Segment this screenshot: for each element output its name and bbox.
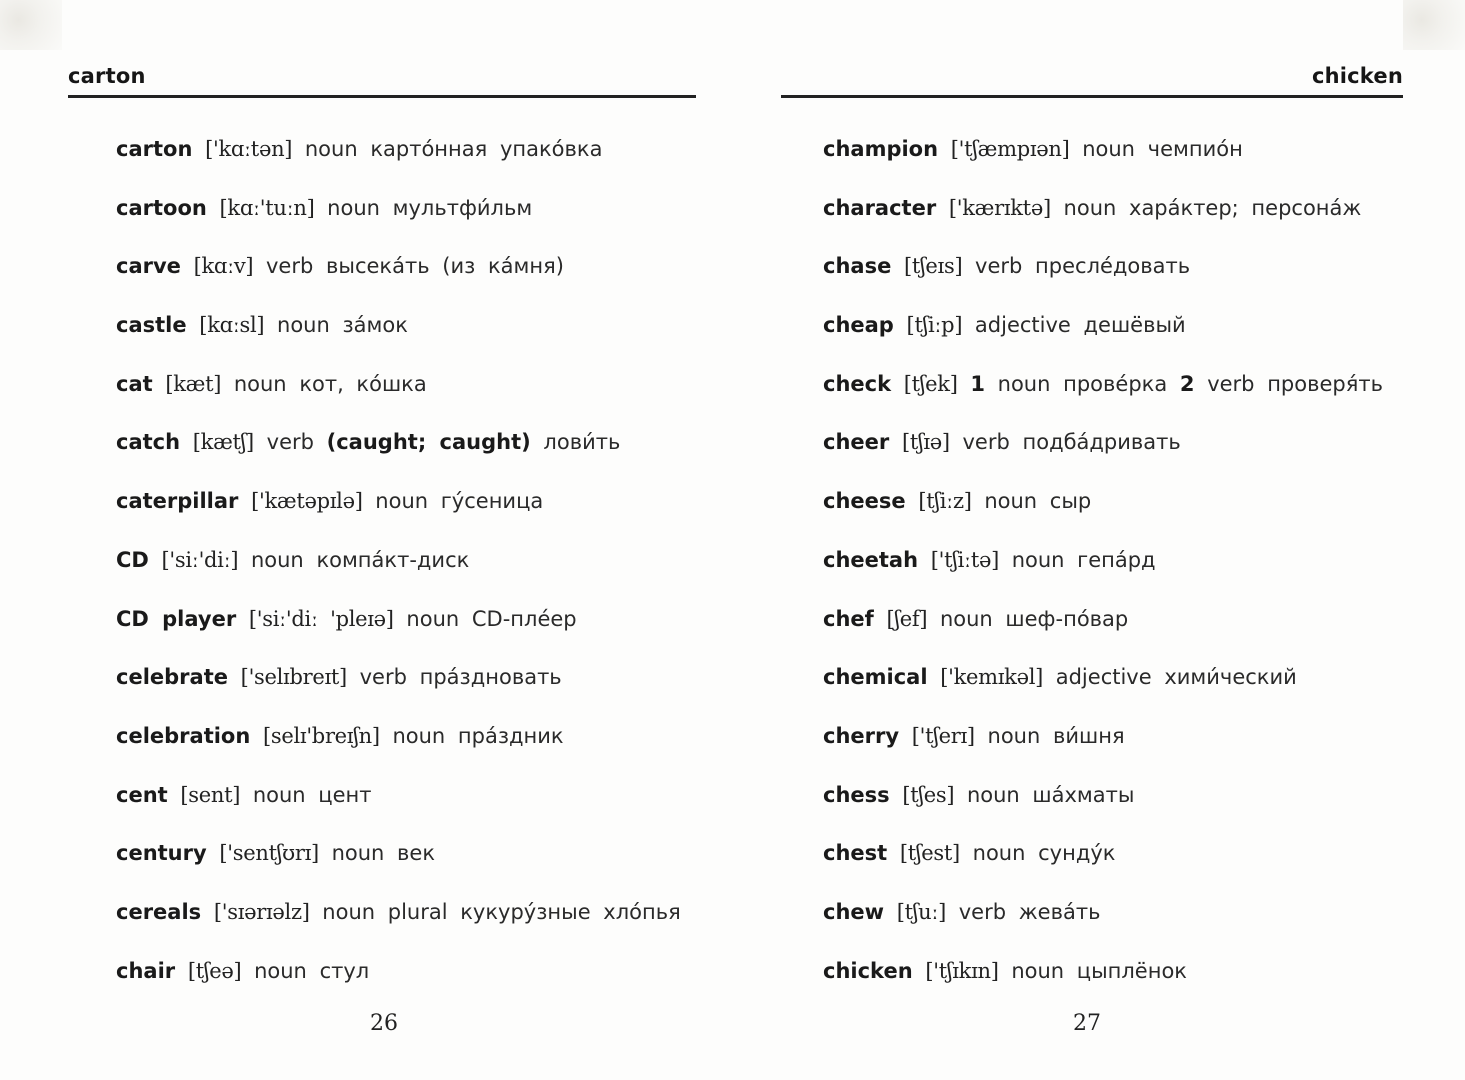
part-of-speech: verb	[958, 899, 1007, 924]
dictionary-entry	[116, 248, 696, 307]
dictionary-entry	[823, 483, 1403, 542]
transcription: [kætʃ]	[192, 430, 254, 455]
headword: cartoon	[116, 195, 207, 220]
dictionary-entry	[823, 190, 1403, 249]
headword: cheap	[823, 313, 894, 338]
header-rule	[68, 95, 696, 98]
headword: century	[116, 841, 207, 866]
definition: сунду́к	[1038, 841, 1116, 866]
part-of-speech: noun	[966, 782, 1020, 807]
part-of-speech: verb	[266, 430, 314, 455]
dictionary-entry	[116, 894, 696, 953]
sense-number: 2	[1179, 371, 1195, 396]
headword: carve	[116, 254, 181, 279]
dictionary-entry	[116, 953, 696, 1012]
definition: стул	[319, 958, 370, 983]
dictionary-entry	[116, 424, 696, 483]
headword: chess	[823, 782, 890, 807]
definition: жева́ть	[1018, 899, 1101, 924]
definition: ша́хматы	[1032, 782, 1135, 807]
definition: CD-плéер	[471, 606, 577, 631]
headword: chicken	[823, 958, 913, 983]
definition: пра́здник	[457, 723, 564, 748]
transcription: ['siː'diː 'pleɪə]	[248, 606, 394, 631]
definition: кукуру́зные хло́пья	[460, 899, 681, 924]
transcription: [tʃiːz]	[918, 489, 972, 514]
definition: лови́ть	[543, 430, 621, 455]
definition: ви́шня	[1052, 723, 1125, 748]
definition: компа́кт-диск	[316, 547, 470, 572]
transcription: ['sɪərɪəlz]	[213, 899, 310, 924]
transcription: [selɪ'breɪʃn]	[263, 723, 380, 748]
transcription: [ʃef]	[886, 606, 928, 631]
dictionary-entry	[823, 131, 1403, 190]
part-of-speech: noun	[1011, 958, 1065, 983]
page-number: 26	[370, 1011, 398, 1036]
headword: celebrate	[116, 665, 228, 690]
transcription: ['tʃɪkɪn]	[925, 958, 999, 983]
page-number: 27	[1073, 1011, 1101, 1036]
headword: cat	[116, 371, 153, 396]
transcription: [tʃeɪs]	[904, 254, 963, 279]
part-of-speech: adjective	[974, 313, 1071, 338]
dictionary-entry	[823, 307, 1403, 366]
part-of-speech: noun	[987, 723, 1041, 748]
definition: век	[397, 841, 436, 866]
definition: чемпио́н	[1147, 137, 1243, 161]
part-of-speech: verb	[975, 254, 1023, 279]
transcription: [kɑːsl]	[199, 313, 265, 338]
headword: chest	[823, 841, 888, 866]
transcription: ['tʃæmpɪən]	[950, 137, 1070, 161]
headword: chef	[823, 606, 874, 631]
irregular-forms: (caught; caught)	[326, 430, 531, 455]
definition: подба́дривать	[1022, 430, 1181, 455]
transcription: [tʃes]	[902, 782, 955, 807]
part-of-speech: noun	[972, 841, 1026, 866]
dictionary-entry	[823, 366, 1403, 425]
transcription: [kɑː'tuːn]	[219, 195, 315, 220]
dictionary-entry	[116, 307, 696, 366]
part-of-speech: noun	[331, 841, 385, 866]
definition: пресле́довать	[1035, 254, 1191, 279]
header-rule	[781, 95, 1403, 98]
definition: гу́сеница	[440, 489, 544, 514]
part-of-speech: noun	[1011, 547, 1065, 572]
page-corner-shadow	[1403, 0, 1465, 50]
part-of-speech: verb	[962, 430, 1010, 455]
transcription: [tʃiːp]	[906, 313, 963, 338]
part-of-speech: noun	[1082, 137, 1135, 161]
headword: chemical	[823, 665, 928, 690]
definition: кот, ко́шка	[299, 371, 427, 396]
dictionary-entry	[116, 718, 696, 777]
headword: chase	[823, 254, 892, 279]
dictionary-entry	[823, 601, 1403, 660]
headword: cheetah	[823, 547, 919, 572]
part-of-speech: noun	[375, 489, 429, 514]
transcription: [tʃest]	[899, 841, 960, 866]
part-of-speech: noun	[327, 195, 380, 220]
part-of-speech: noun	[392, 723, 446, 748]
part-of-speech: noun	[939, 606, 993, 631]
transcription: ['siː'diː]	[161, 547, 239, 572]
dictionary-entry	[116, 483, 696, 542]
definition: высека́ть (из ка́мня)	[326, 254, 564, 279]
transcription: [kɑːv]	[193, 254, 254, 279]
part-of-speech: noun	[254, 958, 307, 983]
transcription: [kæt]	[165, 371, 222, 396]
transcription: [tʃuː]	[896, 899, 947, 924]
transcription: ['tʃerɪ]	[911, 723, 975, 748]
definition: хара́ктер; персона́ж	[1129, 195, 1362, 220]
dictionary-entry	[116, 542, 696, 601]
part-of-speech: verb	[266, 254, 314, 279]
headword: catch	[116, 430, 181, 455]
definition: гепа́рд	[1077, 547, 1156, 572]
headword: check	[823, 371, 892, 396]
left-page	[68, 0, 696, 1080]
dictionary-entry	[823, 953, 1403, 1012]
definition: сыр	[1049, 489, 1092, 514]
dictionary-entry	[116, 131, 696, 190]
definition: проверя́ть	[1267, 371, 1383, 396]
headword: character	[823, 195, 937, 220]
headword: champion	[823, 137, 939, 161]
dictionary-entry	[823, 659, 1403, 718]
definition: шеф-по́вар	[1005, 606, 1129, 631]
part-of-speech: verb	[1207, 371, 1255, 396]
headword: cheer	[823, 430, 890, 455]
definition: прове́рка	[1063, 371, 1168, 396]
dictionary-entry	[116, 835, 696, 894]
headword: cereals	[116, 899, 202, 924]
dictionary-entry	[116, 190, 696, 249]
dictionary-entry	[823, 424, 1403, 483]
headword: cent	[116, 782, 168, 807]
transcription: ['kærɪktə]	[948, 195, 1051, 220]
transcription: ['sentʃʊrɪ]	[219, 841, 319, 866]
transcription: [tʃek]	[903, 371, 958, 396]
headword: chew	[823, 899, 885, 924]
part-of-speech: verb	[359, 665, 407, 690]
transcription: [tʃeə]	[187, 958, 242, 983]
headword: castle	[116, 313, 187, 338]
transcription: [tʃɪə]	[901, 430, 950, 455]
definition: цент	[318, 782, 372, 807]
headword: cherry	[823, 723, 900, 748]
dictionary-entry	[823, 542, 1403, 601]
transcription: ['kɑːtən]	[205, 137, 293, 161]
entry-list	[116, 131, 696, 1011]
dictionary-entry	[116, 601, 696, 660]
dictionary-entry	[116, 777, 696, 836]
headword: carton	[116, 137, 193, 161]
headword: CD	[116, 547, 149, 572]
transcription: ['tʃiːtə]	[930, 547, 999, 572]
definition: хими́ческий	[1164, 665, 1297, 690]
definition: цыплёнок	[1076, 958, 1187, 983]
headword: celebration	[116, 723, 251, 748]
dictionary-entry	[823, 894, 1403, 953]
transcription: ['selɪbreɪt]	[240, 665, 347, 690]
entry-list	[823, 131, 1403, 1011]
part-of-speech: noun	[997, 371, 1051, 396]
dictionary-entry	[823, 718, 1403, 777]
part-of-speech: noun	[233, 371, 287, 396]
part-of-speech: adjective	[1055, 665, 1152, 690]
definition: мультфи́льм	[392, 195, 533, 220]
definition: дешёвый	[1083, 313, 1186, 338]
headword: caterpillar	[116, 489, 239, 514]
dictionary-entry	[116, 659, 696, 718]
dictionary-entry	[823, 248, 1403, 307]
part-of-speech: noun	[984, 489, 1038, 514]
transcription: [sent]	[180, 782, 241, 807]
page-corner-shadow	[0, 0, 62, 50]
part-of-speech: noun	[304, 137, 358, 161]
part-of-speech: noun	[406, 606, 460, 631]
right-page	[781, 0, 1403, 1080]
transcription: ['kemɪkəl]	[940, 665, 1044, 690]
running-head: carton	[68, 64, 146, 88]
headword: cheese	[823, 489, 906, 514]
definition: карто́нная упако́вка	[370, 137, 603, 161]
part-of-speech: noun plural	[322, 899, 448, 924]
running-head: chicken	[1311, 64, 1403, 88]
definition: пра́здновать	[419, 665, 562, 690]
part-of-speech: noun	[250, 547, 304, 572]
part-of-speech: noun	[1063, 195, 1117, 220]
sense-number: 1	[970, 371, 985, 396]
part-of-speech: noun	[252, 782, 306, 807]
headword: chair	[116, 958, 176, 983]
dictionary-entry	[116, 366, 696, 425]
transcription: ['kætəpɪlə]	[251, 489, 363, 514]
dictionary-entry	[823, 835, 1403, 894]
part-of-speech: noun	[277, 313, 330, 338]
dictionary-entry	[823, 777, 1403, 836]
definition: за́мок	[342, 313, 408, 338]
headword: CD player	[116, 606, 237, 631]
